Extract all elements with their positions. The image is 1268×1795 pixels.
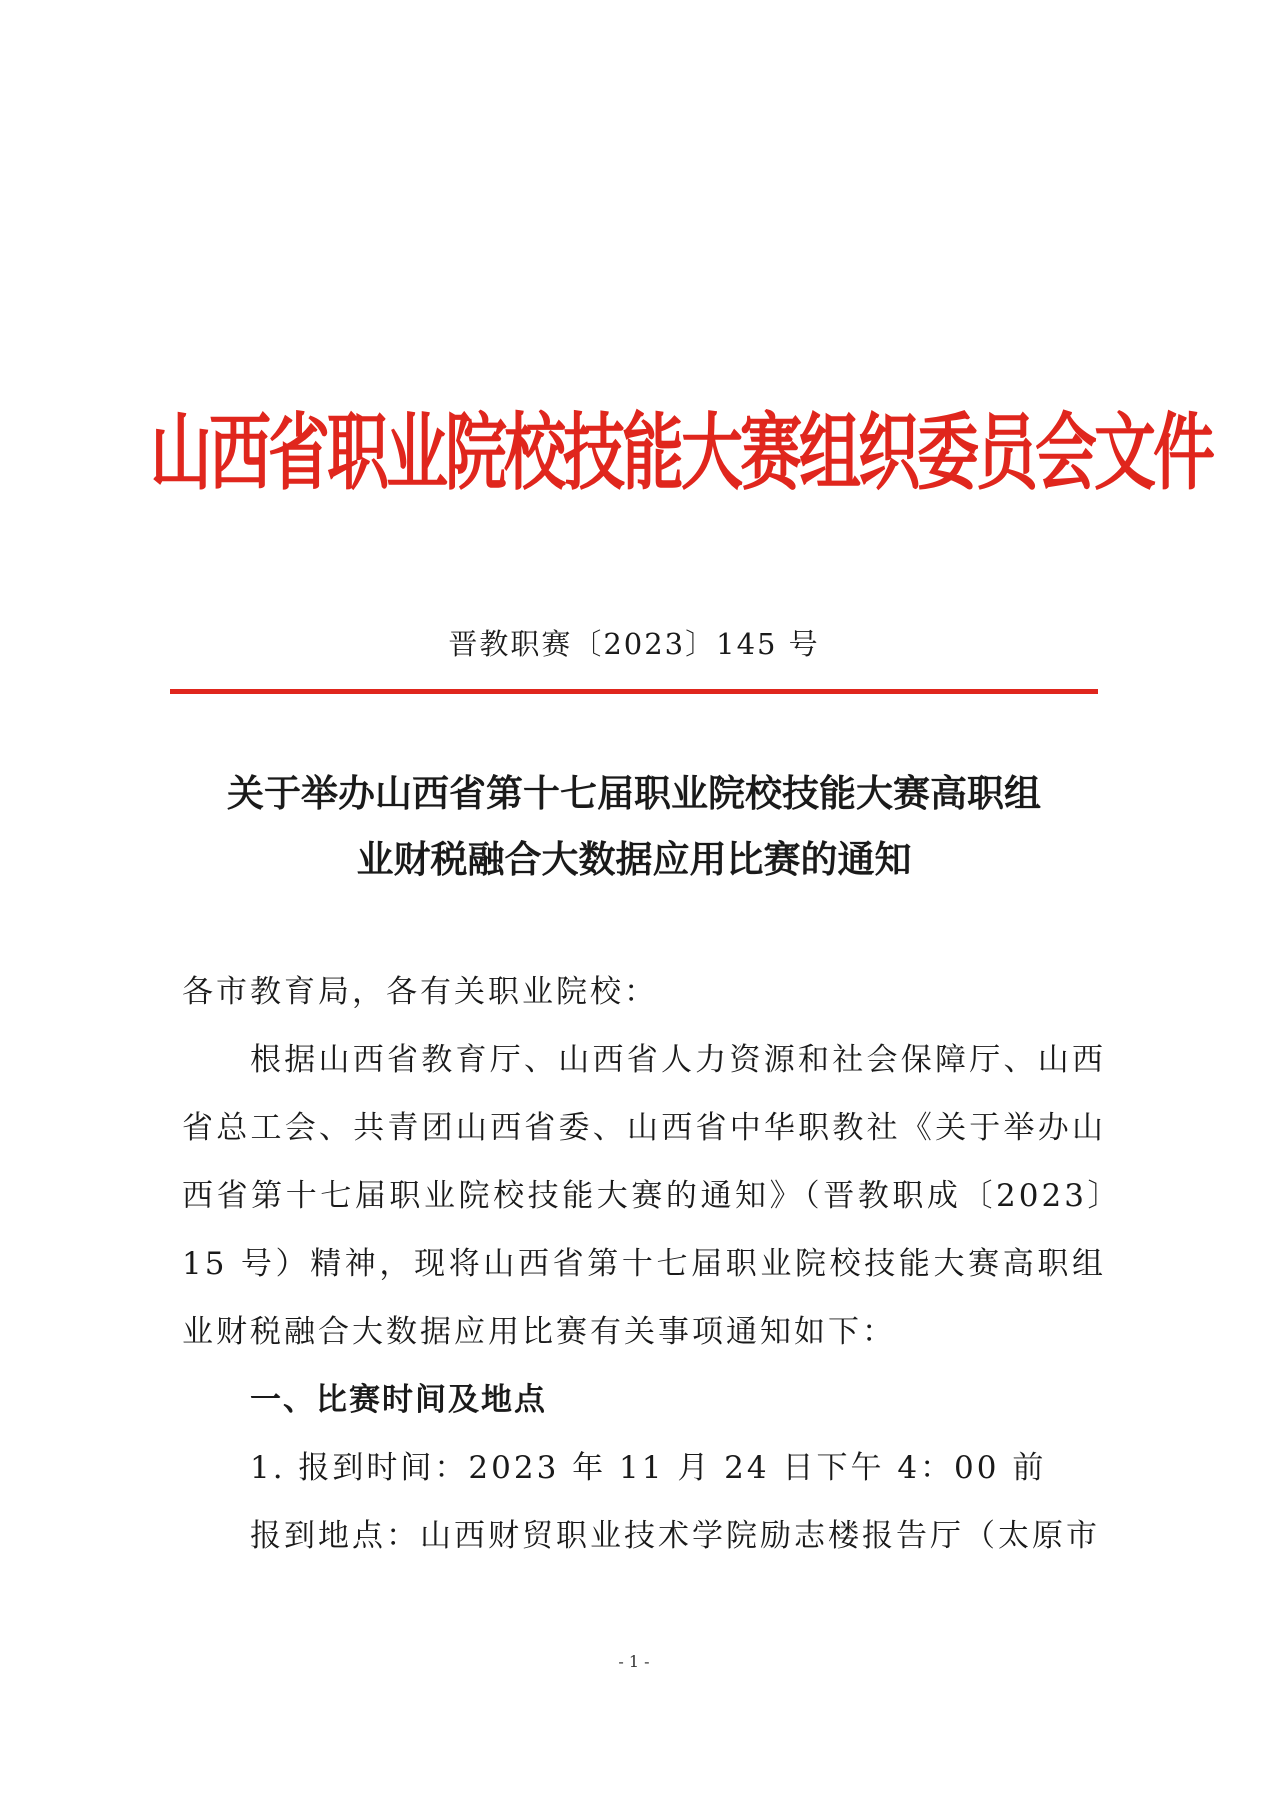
notice-title: [150, 760, 1118, 892]
section-heading: 一、比赛时间及地点: [250, 1382, 547, 1418]
body-paragraph: 根据山西省教育厅、山西省人力资源和社会保障厅、山西省总工会、共青团山西省委、山西省中华职教社《关于举办山西省第十七届职业院校技能大赛的通知》（晋教职成〔2023〕15 号）精神，现将山西省第十七届职业院校技能大赛高职组业财税融合大数据应用比赛有关事项通知如下：: [182, 1042, 1106, 1350]
document-number: 晋教职赛〔2023〕145 号: [448, 627, 820, 661]
notice-title-line-1: 关于举办山西省第十七届职业院校技能大赛高职组: [227, 771, 1041, 815]
list-item-registration-location: 报到地点：山西财贸职业技术学院励志楼报告厅（太原市: [250, 1518, 1100, 1554]
masthead-title: 山西省职业院校技能大赛组织委员会文件: [150, 403, 1213, 502]
page-number: - 1 -: [618, 1652, 650, 1671]
list-item-registration-time: 1. 报到时间：2023 年 11 月 24 日下午 4：00 前: [250, 1450, 1047, 1486]
notice-title-line-2: 业财税融合大数据应用比赛的通知: [356, 837, 912, 881]
salutation: 各市教育局，各有关职业院校：: [182, 974, 658, 1010]
red-divider-rule: [170, 689, 1098, 694]
document-body: [182, 958, 1106, 1570]
